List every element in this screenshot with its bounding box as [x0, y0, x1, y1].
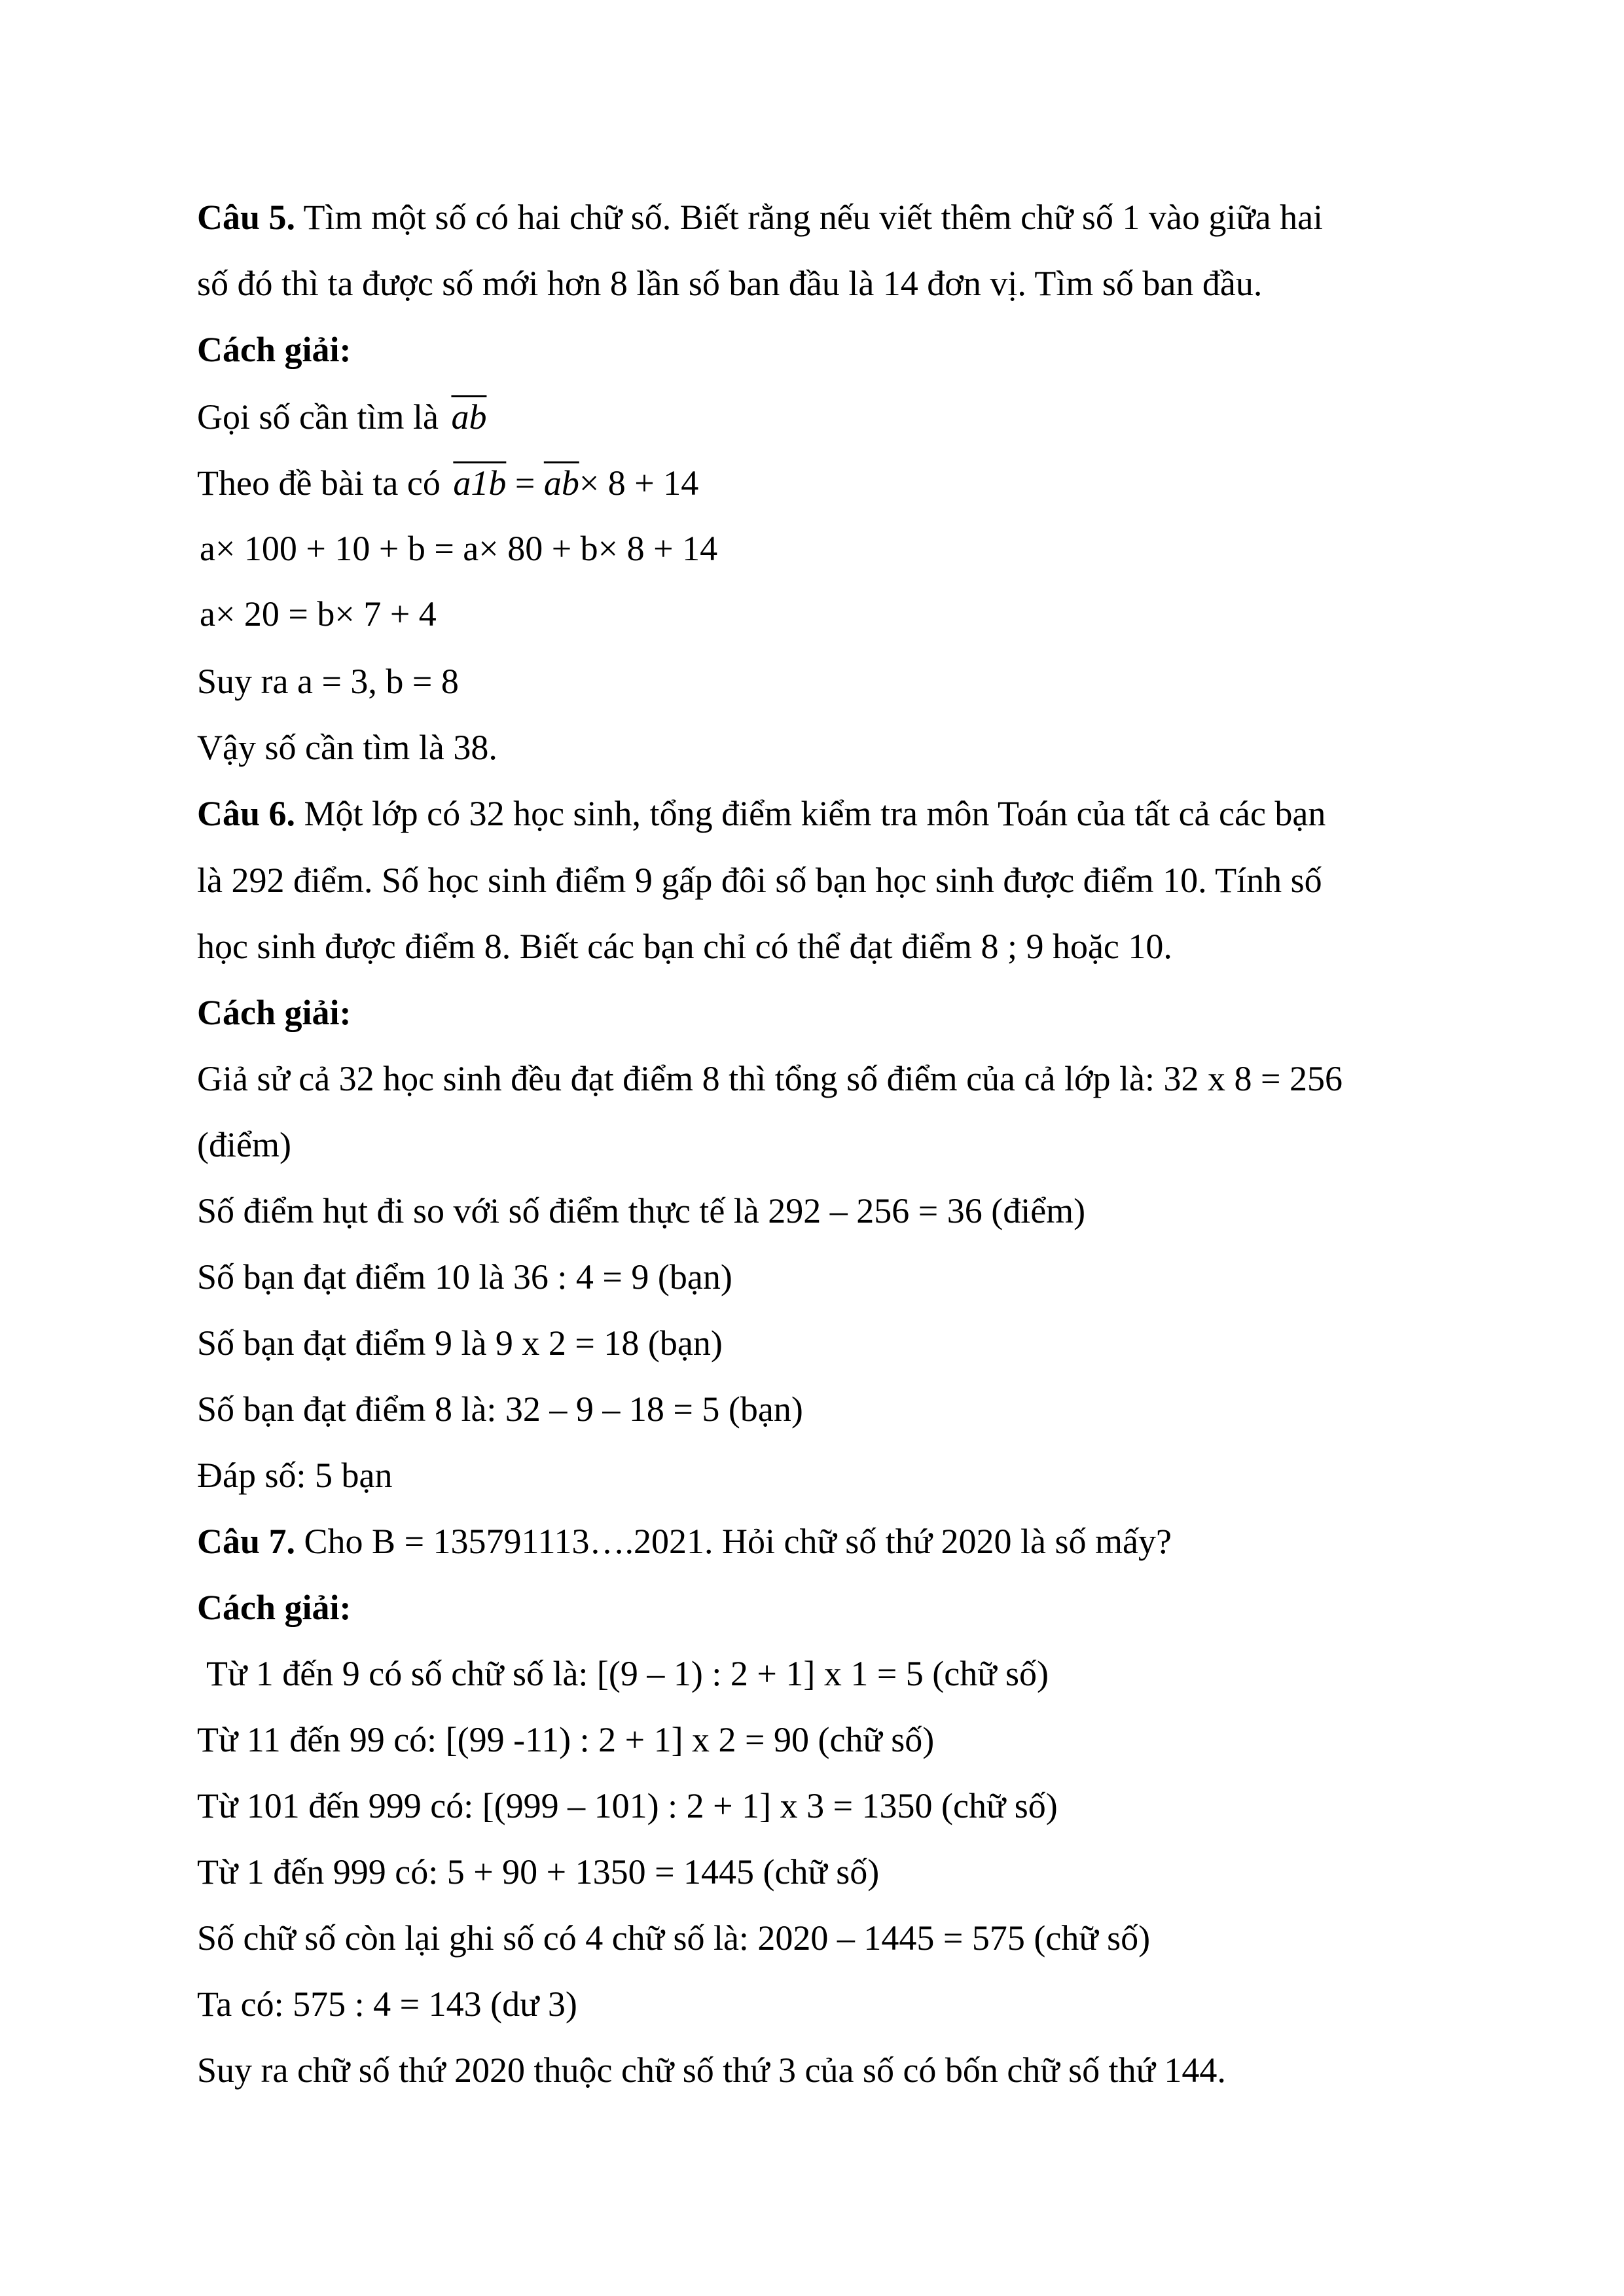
solution-5-text-2: Theo đề bài ta có — [197, 463, 450, 503]
solution-6-line-2: (điểm) — [197, 1125, 291, 1164]
solution-6-answer: Đáp số: 5 bạn — [197, 1456, 393, 1495]
solution-5-line-2 — [197, 462, 698, 504]
solution-7-line-5: Số chữ số còn lại ghi số có 4 chữ số là: 2020 – 1445 = 575 (chữ số) — [197, 1918, 1151, 1958]
solution-7-line-7: Suy ra chữ số thứ 2020 thuộc chữ số thứ 3 của số có bốn chữ số thứ 144. — [197, 2051, 1226, 2090]
solution-5-line-1 — [197, 396, 486, 438]
question-7-text: Cho B = 135791113….2021. Hỏi chữ số thứ 2020 là số mấy? — [295, 1522, 1172, 1561]
solution-5-text: Gọi số cần tìm là — [197, 397, 448, 437]
question-5-line-1 — [197, 196, 1323, 238]
solution-7-line-6: Ta có: 575 : 4 = 143 (dư 3) — [197, 1984, 577, 2024]
question-7-label: Câu 7. — [197, 1522, 296, 1561]
number-ab: $\overline{ab}$ — [451, 397, 487, 437]
equals-sign: = — [506, 463, 544, 503]
question-5-label: Câu 5. — [197, 198, 296, 237]
question-5-text: Tìm một số có hai chữ số. Biết rằng nếu viết thêm chữ số 1 vào giữa hai — [295, 198, 1324, 237]
question-6-line-1 — [197, 793, 1326, 834]
number-a1b: a1b — [453, 463, 507, 503]
question-6-line-2: là 292 điểm. Số học sinh điểm 9 gấp đôi số bạn học sinh được điểm 10. Tính số — [197, 861, 1322, 900]
solution-6-line-6: Số bạn đạt điểm 8 là: 32 – 9 – 18 = 5 (bạn) — [197, 1390, 803, 1429]
question-5-line-2: số đó thì ta được số mới hơn 8 lần số ban đầu là 14 đơn vị. Tìm số ban đầu. — [197, 264, 1263, 303]
equation-line-2: a× 20 = b× 7 + 4 — [200, 594, 437, 634]
equation-line-1: a× 100 + 10 + b = a× 80 + b× 8 + 14 — [200, 529, 718, 568]
solution-6-line-3: Số điểm hụt đi so với số điểm thực tế là 292 – 256 = 36 (điểm) — [197, 1191, 1086, 1230]
question-6-label: Câu 6. — [197, 794, 296, 833]
solution-7-line-3: Từ 101 đến 999 có: [(999 – 101) : 2 + 1] x 3 = 1350 (chữ số) — [197, 1786, 1058, 1825]
solution-heading-5: Cách giải: — [197, 330, 352, 369]
solution-heading-7: Cách giải: — [197, 1588, 352, 1627]
question-6-text: Một lớp có 32 học sinh, tổng điểm kiểm tra môn Toán của tất cả các bạn — [295, 794, 1326, 833]
solution-6-line-4: Số bạn đạt điểm 10 là 36 : 4 = 9 (bạn) — [197, 1257, 732, 1297]
question-6-line-3: học sinh được điểm 8. Biết các bạn chỉ có thể đạt điểm 8 ; 9 hoặc 10. — [197, 927, 1172, 966]
solution-7-line-1: Từ 1 đến 9 có số chữ số là: [(9 – 1) : 2 + 1] x 1 = 5 (chữ số) — [206, 1654, 1049, 1693]
solution-7-line-2: Từ 11 đến 99 có: [(99 -11) : 2 + 1] x 2 = 90 (chữ số) — [197, 1720, 935, 1759]
number-ab-2: $\overline{ab}$ — [543, 463, 579, 503]
solution-7-line-4: Từ 1 đến 999 có: 5 + 90 + 1350 = 1445 (chữ số) — [197, 1852, 880, 1892]
equation-rest: × 8 + 14 — [579, 463, 699, 503]
solution-5-answer: Vậy số cần tìm là 38. — [197, 728, 497, 767]
solution-5-line-3: Suy ra a = 3, b = 8 — [197, 662, 459, 701]
question-7-line-1 — [197, 1520, 1172, 1562]
solution-heading-6: Cách giải: — [197, 993, 352, 1032]
solution-6-line-1: Giả sử cả 32 học sinh đều đạt điểm 8 thì tổng số điểm của cả lớp là: 32 x 8 = 256 — [197, 1059, 1343, 1098]
solution-6-line-5: Số bạn đạt điểm 9 là 9 x 2 = 18 (bạn) — [197, 1323, 723, 1363]
